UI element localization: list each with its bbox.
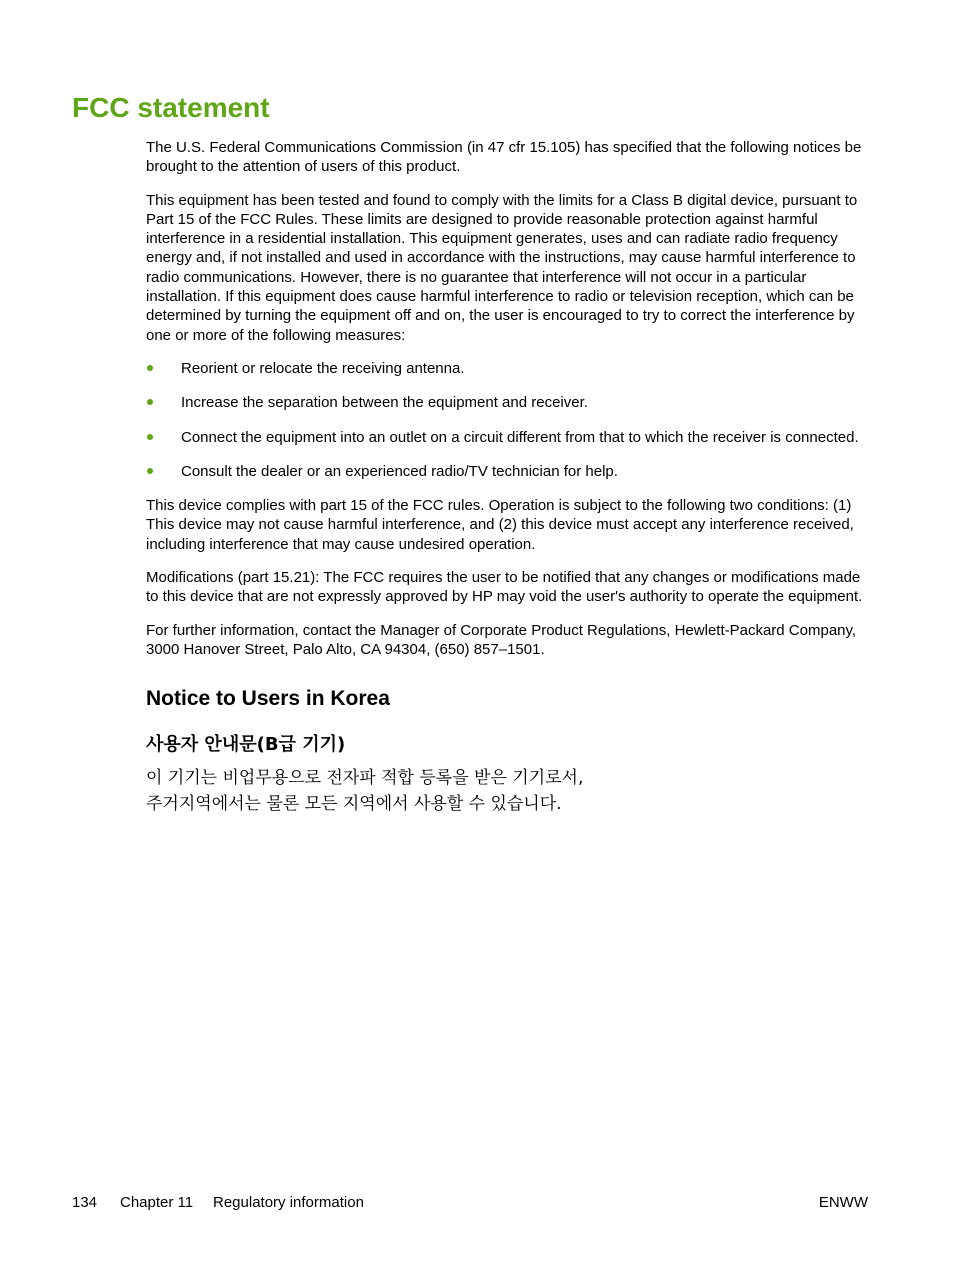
- korea-section-heading: Notice to Users in Korea: [146, 687, 390, 711]
- list-item: [146, 428, 868, 447]
- compliance-paragraph: This equipment has been tested and found to comply with the limits for a Class B digital device, pursuant to Part 15 of the FCC Rules. These limits are designed to provide reasonable protection against harmful interference in a residential installation. This equipment generates, uses and can radiate radio frequency energy and, if not installed and used in accordance with the instructions, may cause harmful interference to radio communications. However, there is no guarantee that interference will not occur in a particular installation. If this equipment does cause harmful interference to radio or television reception, which can be determined by turning the equipment off and on, the user is encouraged to try to correct the interference by one or more of the following measures:: [146, 191, 858, 344]
- list-item: [146, 359, 868, 378]
- modifications-paragraph: Modifications (part 15.21): The FCC requires the user to be notified that any changes or modifications made to this device that are not expressly approved by HP may void the user's authority to operate the equipment.: [146, 569, 863, 606]
- korean-notice-line: 주거지역에서는 물론 모든 지역에서 사용할 수 있습니다.: [146, 794, 562, 815]
- intro-paragraph: The U.S. Federal Communications Commission (in 47 cfr 15.105) has specified that the following notices be brought to the attention of users of this product.: [146, 139, 862, 176]
- korean-notice-line: 이 기기는 비업무용으로 전자파 적합 등록을 받은 기기로서,: [146, 768, 584, 789]
- page-number: 134: [72, 1194, 98, 1211]
- main-content: [146, 138, 868, 817]
- bullet-icon: [147, 399, 153, 405]
- bullet-icon: [147, 468, 153, 474]
- footer-code: ENWW: [818, 1194, 868, 1211]
- korean-notice-title: 사용자 안내문(B급 기기): [146, 734, 346, 756]
- korean-notice-body: [146, 765, 868, 817]
- list-item: [146, 462, 868, 481]
- list-item-text: Increase the separation between the equipment and receiver.: [181, 394, 588, 412]
- conditions-paragraph: This device complies with part 15 of the FCC rules. Operation is subject to the following two conditions: (1) This device may not cause harmful interference, and (2) this device must accept any interference received, including interference that may cause undesired operation.: [146, 497, 854, 553]
- chapter-label: Chapter 11: [120, 1194, 194, 1211]
- list-item-text: Connect the equipment into an outlet on a circuit different from that to which the receiver is connected.: [181, 428, 859, 446]
- section-label: Regulatory information: [213, 1194, 364, 1211]
- bullet-icon: [147, 434, 153, 440]
- contact-paragraph: For further information, contact the Manager of Corporate Product Regulations, Hewlett-Packard Company, 3000 Hanover Street, Palo Alto, CA 94304, (650) 857–1501.: [146, 621, 857, 658]
- bullet-icon: [147, 365, 153, 371]
- list-item-text: Reorient or relocate the receiving antenna.: [181, 359, 465, 377]
- list-item-text: Consult the dealer or an experienced radio/TV technician for help.: [181, 462, 618, 480]
- measures-list: [146, 359, 868, 481]
- page-title: FCC statement: [72, 92, 270, 123]
- list-item: [146, 393, 868, 412]
